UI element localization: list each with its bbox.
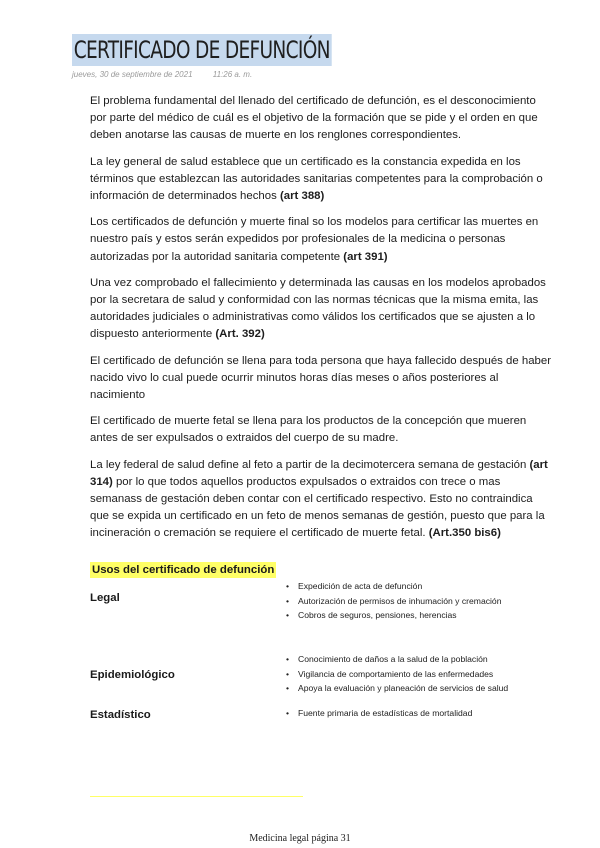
- page-footer: Medicina legal página 31: [249, 833, 351, 844]
- usos-label-epidemiologico: Epidemiológico: [90, 669, 175, 681]
- paragraph: [90, 413, 552, 447]
- article-reference: (art 388): [279, 190, 325, 203]
- list-item: • Conocimiento de daños a la salud de la población: [286, 652, 508, 667]
- list-item: • Fuente primaria de estadísticas de mortalidad: [286, 706, 472, 721]
- paragraph: [90, 214, 552, 266]
- note-timestamp: [72, 70, 252, 79]
- paragraph-text: Una vez comprobado el fallecimiento y determinada las causas en los modelos aprobados por la secretara de salud y conformidad con las normas técnicas que la misma emita, las autoridades judiciales o administrativas como válidos los certificados que se ajusten a lo dispuesto anteriormente: [90, 276, 546, 341]
- usos-list-legal: [286, 579, 502, 623]
- paragraph: [90, 353, 552, 405]
- list-item: • Vigilancia de comportamiento de las enfermedades: [286, 667, 508, 682]
- note-date: jueves, 30 de septiembre de 2021: [72, 70, 193, 79]
- paragraph-text: La ley general de salud establece que un certificado es la constancia expedida en los términos que establezcan las autoridades sanitarias competentes para la comprobación o información de determinados hechos: [90, 155, 543, 203]
- paragraph-gestacion: [90, 457, 552, 543]
- article-reference: (Art.350 bis6): [428, 527, 501, 540]
- list-item: • Apoya la evaluación y planeación de servicios de salud: [286, 681, 508, 696]
- highlight-divider: [90, 796, 303, 797]
- paragraph-text: El certificado de muerte fetal se llena para los productos de la concepción que mueren antes de ser expulsados o extraidos del cuerpo de su madre.: [90, 415, 527, 445]
- paragraph-text: por lo que todos aquellos productos expulsados o extraidos con trece o mas semanass de gestación deben contar con el certificado respectivo. Esto no contraindica que se expida un certificado en un feto de menos semanas de gestión, puesto que para la incineración o cremación se requiere el certificado de muerte fetal.: [90, 475, 545, 540]
- paragraph: [90, 93, 552, 145]
- note-time: 11:26 a. m.: [212, 70, 253, 79]
- list-item: • Autorización de permisos de inhumación y cremación: [286, 594, 502, 609]
- paragraph-text: Los certificados de defunción y muerte final so los modelos para certificar las muertes en nuestro país y estos serán expedidos por profesionales de la medicina o personas autorizadas por la autoridad sanitaria competente: [90, 216, 539, 263]
- usos-label-estadistico: Estadístico: [90, 709, 151, 721]
- paragraph: [90, 154, 552, 206]
- paragraph-text: La ley federal de salud define al feto a partir de la decimotercera semana de gestación: [90, 458, 530, 471]
- usos-label-legal: Legal: [90, 592, 120, 604]
- page-title: CERTIFICADO DE DEFUNCIÓN: [73, 36, 330, 64]
- paragraph: [90, 275, 552, 344]
- usos-list-estadistico: [286, 706, 472, 721]
- list-item: • Cobros de seguros, pensiones, herencias: [286, 608, 502, 623]
- usos-list-epidemiologico: [286, 652, 508, 696]
- usos-heading: Usos del certificado de defunción: [92, 564, 275, 576]
- article-reference: (art 391): [343, 250, 388, 263]
- article-reference: (Art. 392): [215, 328, 265, 341]
- note-body: [90, 93, 552, 552]
- paragraph-text: El certificado de defunción se llena para toda persona que haya fallecido después de haber nacido vivo lo cual puede ocurrir minutos horas días meses o años posteriores al nacimiento: [90, 354, 552, 402]
- list-item: • Expedición de acta de defunción: [286, 579, 502, 594]
- paragraph-text: El problema fundamental del llenado del certificado de defunción, es el desconocimiento por parte del médico de cuál es el objetivo de la formación que se pide y el orden en que deben anotarse las causas de muerte en los renglones correspondientes.: [90, 95, 538, 142]
- article-reference: (art 314): [90, 458, 548, 488]
